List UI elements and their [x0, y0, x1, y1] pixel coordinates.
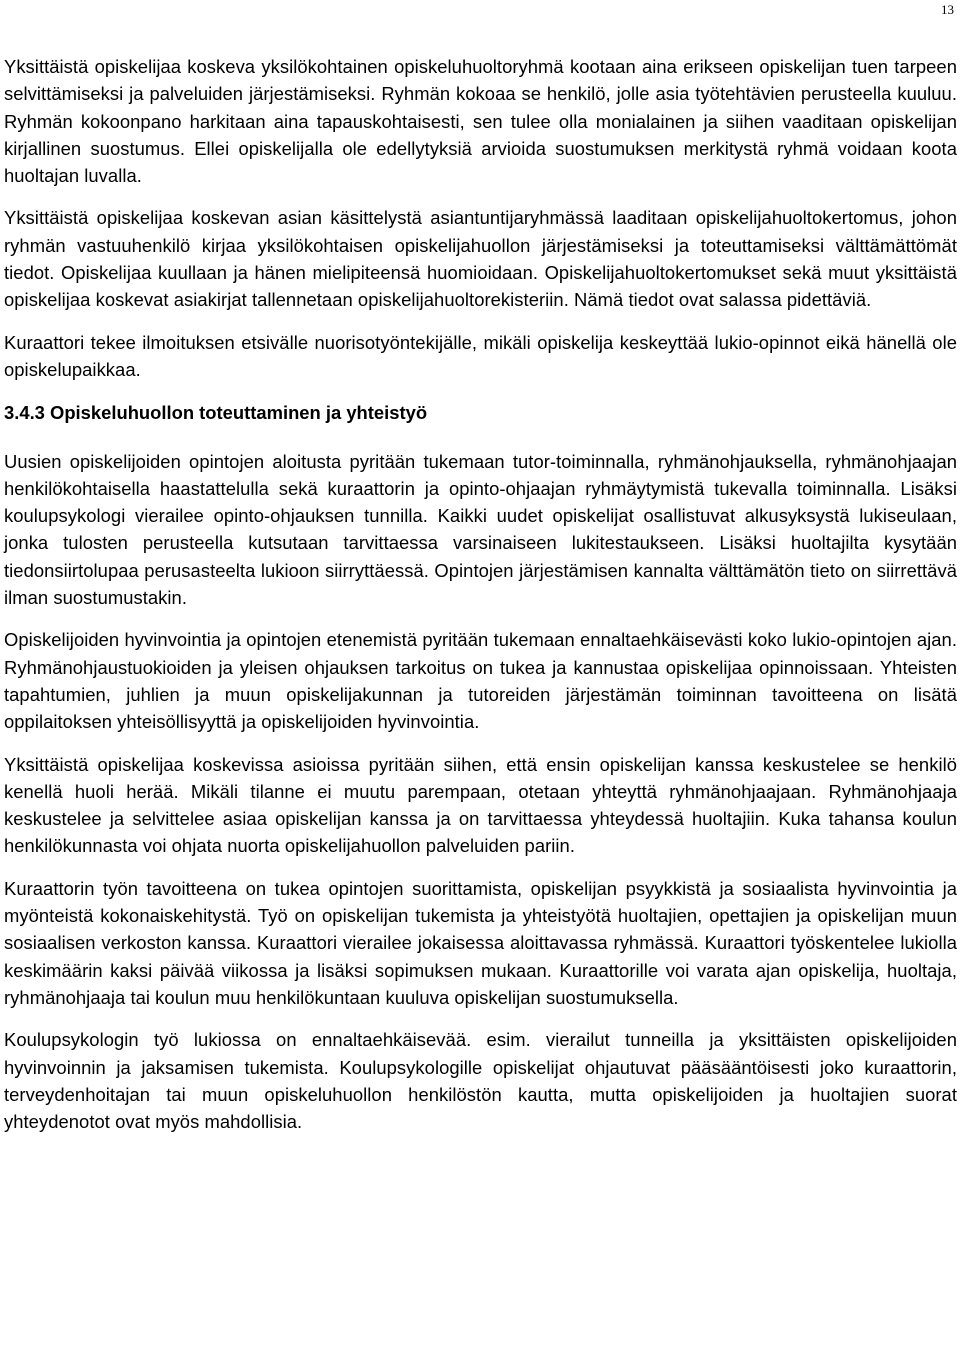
- paragraph-koulupsykologi: Koulupsykologin työ lukiossa on ennaltaehkäisevää. esim. vierailut tunneilla ja yksittäisten opiskelijoiden hyvinvoinnin ja jaksamisen tukemista. Koulupsykologille opiskelijat ohjautuvat pääsääntöisesti joko kuraattorin, terveydenhoitajan tai muun opiskeluhuollon henkilöstön kautta, mutta opiskelijoiden ja huoltajien suorat yhteydenotot ovat myös mahdollisia.: [4, 1029, 957, 1133]
- document-body: [4, 53, 957, 1135]
- page-number: 13: [941, 2, 954, 17]
- paragraph-ryhman-kokoaminen: Yksittäistä opiskelijaa koskeva yksilökohtainen opiskeluhuoltoryhmä kootaan aina erikseen opiskelijan tuen tarpeen selvittämiseksi ja palveluiden järjestämiseksi. Ryhmän kokoaa se henkilö, jolle asia työtehtävien perusteella kuuluu. Ryhmän kokoonpano harkitaan aina tapauskohtaisesti, sen tulee olla monialainen ja siihen vaaditaan opiskelijan kirjallinen suostumus. Ellei opiskelijalla ole edellytyksiä arvioida suostumuksen merkitystä ryhmä voidaan koota huoltajan luvalla.: [4, 56, 957, 187]
- section-heading: 3.4.3 Opiskeluhuollon toteuttaminen ja yhteistyö: [4, 402, 428, 424]
- paragraph-opiskelijahuoltokertomus: Yksittäistä opiskelijaa koskevan asian käsittelystä asiantuntijaryhmässä laaditaan opiskelijahuoltokertomus, johon ryhmän vastuuhenkilö kirjaa yksilökohtaisen opiskelijahuollon järjestämiseksi ja toteuttamiseksi välttämättömät tiedot. Opiskelijaa kuullaan ja hänen mielipiteensä huomioidaan. Opiskelijahuoltokertomukset sekä muut yksittäistä opiskelijaa koskevat asiakirjat tallennetaan opiskelijahuoltorekisteriin. Nämä tiedot ovat salassa pidettäviä.: [4, 207, 957, 311]
- paragraph-uudet-opiskelijat: Uusien opiskelijoiden opintojen aloitusta pyritään tukemaan tutor-toiminnalla, ryhmänohjauksella, ryhmänohjaajan henkilökohtaisella haastattelulla sekä kuraattorin ja opinto-ohjaajan ryhmäytymistä tukevalla toiminnalla. Lisäksi koulupsykologi vierailee opinto-ohjauksen tunnilla. Kaikki uudet opiskelijat osallistuvat alkusyksystä lukiseulaan, jonka tulosten perusteella kutsutaan tarvittaessa varsinaiseen lukitestaukseen. Lisäksi huoltajilta kysytään tiedonsiirtolupaa perusasteelta lukioon siirryttäessä. Opintojen järjestämisen kannalta välttämätön tieto on siirrettävä ilman suostumustakin.: [4, 450, 957, 609]
- paragraph-yksittainen-opiskelija: Yksittäistä opiskelijaa koskevissa asioissa pyritään siihen, että ensin opiskelijan kanssa keskustelee se henkilö kenellä huoli herää. Mikäli tilanne ei muutu parempaan, otetaan yhteyttä ryhmänohjaajaan. Ryhmänohjaaja keskustelee ja selvittelee asiaa opiskelijan kanssa ja on tarvittaessa yhteydessä huoltajiin. Kuka tahansa koulun henkilökunnasta voi ohjata nuorta opiskelijahuollon palveluiden pariin.: [4, 753, 957, 857]
- paragraph-kuraattorin-tyo: Kuraattorin työn tavoitteena on tukea opintojen suorittamista, opiskelijan psyykkistä ja sosiaalista hyvinvointia ja myönteistä kokonaiskehitystä. Työ on opiskelijan tukemista ja yhteistyötä huoltajien, opettajien ja opiskelijan muun sosiaalisen verkoston kanssa. Kuraattori vierailee jokaisessa aloittavassa ryhmässä. Kuraattori työskentelee lukiolla keskimäärin kaksi päivää viikossa ja lisäksi sopimuksen mukaan. Kuraattorille voi varata ajan opiskelija, huoltaja, ryhmänohjaaja tai koulun muu henkilökuntaan kuuluva opiskelijan suostumuksella.: [4, 877, 957, 1008]
- paragraph-kuraattori-ilmoitus: Kuraattori tekee ilmoituksen etsivälle nuorisotyöntekijälle, mikäli opiskelija keskeyttää lukio-opinnot eikä hänellä ole opiskelupaikkaa.: [4, 331, 957, 380]
- paragraph-hyvinvointi: Opiskelijoiden hyvinvointia ja opintojen etenemistä pyritään tukemaan ennaltaehkäisevästi koko lukio-opintojen ajan. Ryhmänohjaustuokioiden ja yleisen ohjauksen tarkoitus on tukea ja kannustaa opiskelijaa opinnoissaan. Yhteisten tapahtumien, juhlien ja muun opiskelijakunnan ja tutoreiden järjestämän toiminnan tavoitteena on lisätä oppilaitoksen yhteisöllisyyttä ja opiskelijoiden hyvinvointia.: [4, 629, 957, 733]
